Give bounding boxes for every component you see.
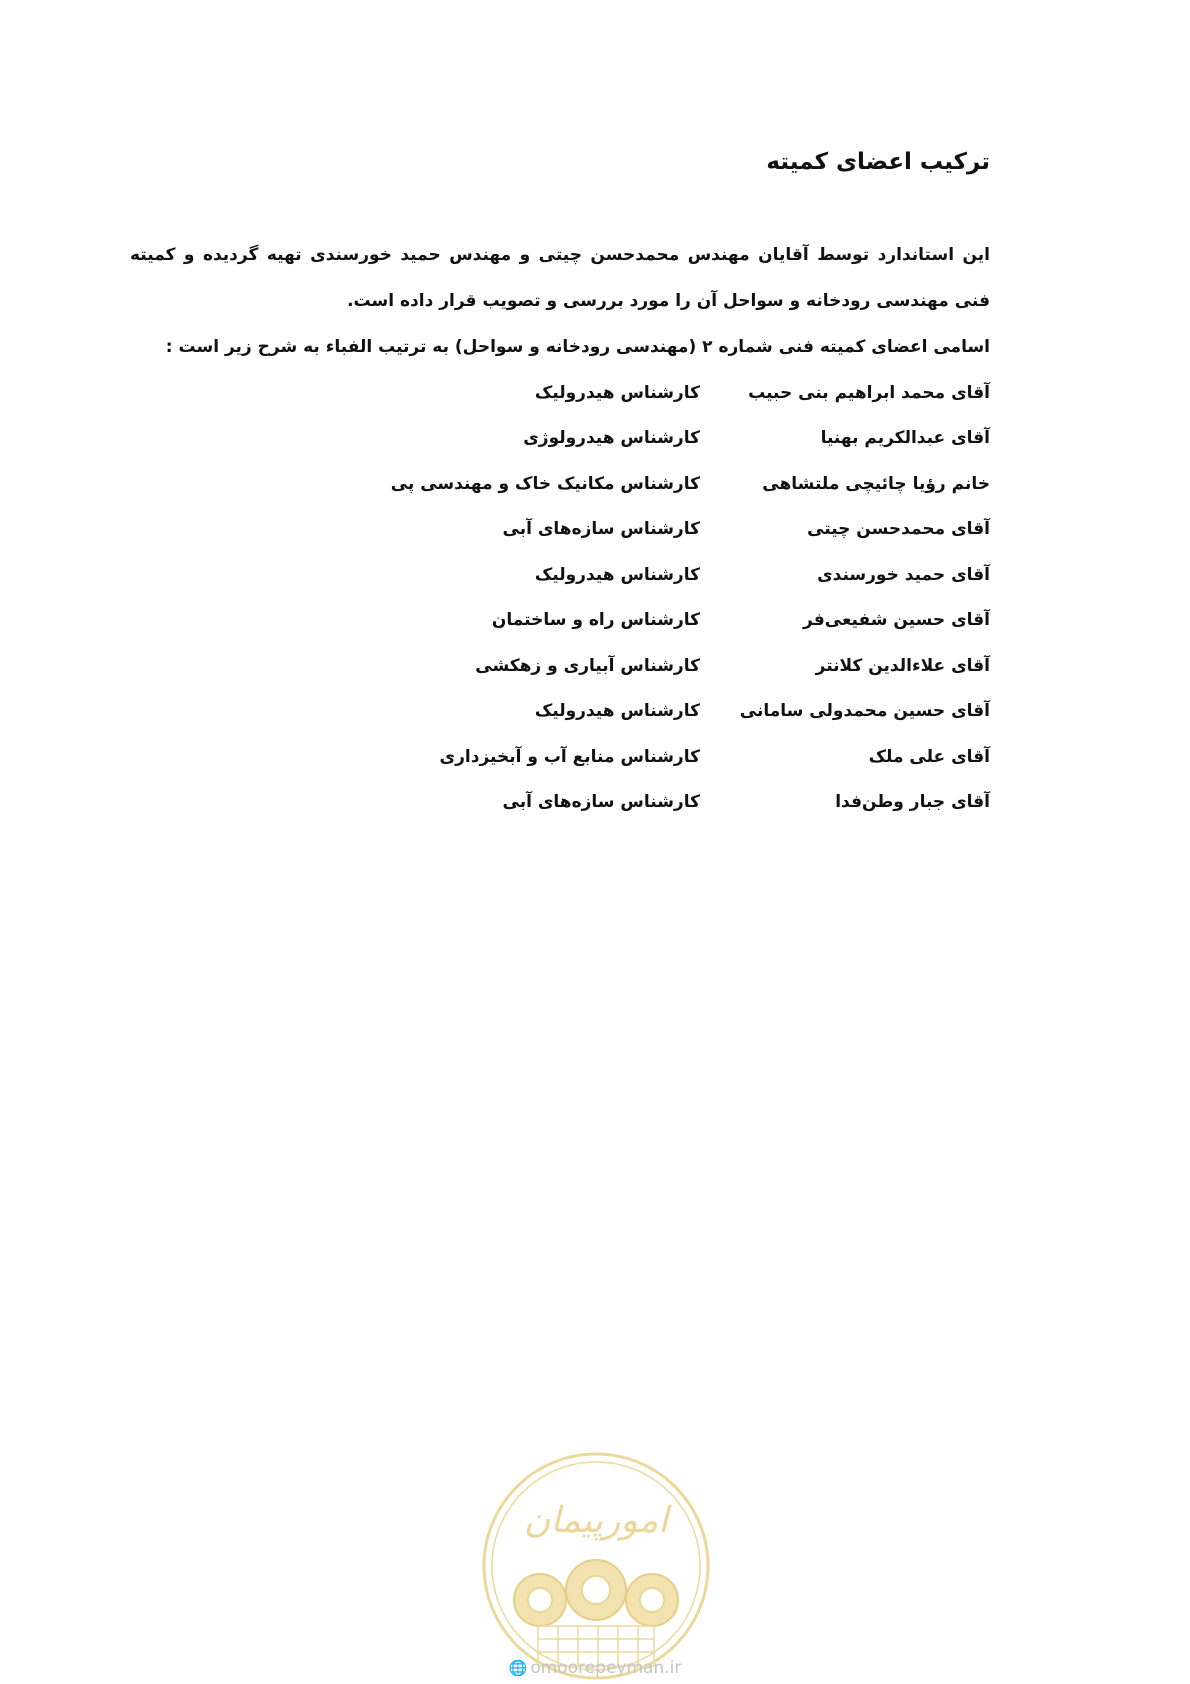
globe-icon: 🌐 bbox=[508, 1659, 528, 1677]
member-name: آقای جبار وطن‌فدا bbox=[835, 792, 990, 813]
member-row bbox=[130, 506, 990, 552]
member-role: کارشناس هیدرولیک bbox=[534, 382, 700, 403]
members-list bbox=[130, 370, 990, 825]
member-name: آقای محمد ابراهیم بنی حبیب bbox=[748, 382, 990, 403]
member-role: کارشناس هیدرولیک bbox=[534, 564, 700, 585]
member-role: کارشناس هیدرولیک bbox=[534, 701, 700, 722]
member-row bbox=[130, 461, 990, 507]
member-row bbox=[130, 415, 990, 461]
members-heading: اسامی اعضای کمیته فنی شماره ۲ (مهندسی رودخانه و سواحل) به ترتیب الفباء به شرح زیر است : bbox=[165, 336, 990, 357]
watermark-site bbox=[490, 1658, 700, 1678]
member-role: کارشناس راه و ساختمان bbox=[491, 610, 700, 631]
member-row bbox=[130, 597, 990, 643]
member-role: کارشناس سازه‌های آبی bbox=[502, 519, 700, 540]
member-row bbox=[130, 370, 990, 416]
page-title: ترکیب اعضای کمیته bbox=[766, 149, 990, 175]
watermark-logo bbox=[480, 1450, 712, 1682]
member-name: آقای محمدحسن چیتی bbox=[807, 519, 990, 540]
member-name: آقای حمید خورسندی bbox=[817, 564, 990, 585]
watermark-site-text: omoorepeyman.ir bbox=[530, 1658, 682, 1678]
member-name: آقای علاءالدین کلانتر bbox=[815, 655, 990, 676]
member-role: کارشناس سازه‌های آبی bbox=[502, 792, 700, 813]
watermark-logo-text: امورپیمان bbox=[523, 1500, 669, 1541]
member-role: کارشناس آبیاری و زهکشی bbox=[475, 655, 700, 676]
member-row bbox=[130, 552, 990, 598]
member-row bbox=[130, 734, 990, 780]
member-name: آقای حسین شفیعی‌فر bbox=[803, 610, 990, 631]
member-name: خانم رؤیا چائیچی ملتشاهی bbox=[762, 473, 990, 494]
member-row bbox=[130, 779, 990, 825]
intro-section bbox=[130, 232, 990, 370]
member-name: آقای عبدالکریم بهنیا bbox=[820, 428, 990, 449]
member-row bbox=[130, 688, 990, 734]
member-role: کارشناس هیدرولوژی bbox=[523, 428, 700, 449]
member-name: آقای علی ملک bbox=[868, 746, 990, 767]
member-role: کارشناس منابع آب و آبخیزداری bbox=[439, 746, 700, 767]
intro-paragraph: این استاندارد توسط آقایان مهندس محمدحسن چیتی و مهندس حمید خورسندی تهیه گردیده و کمیته فنی مهندسی رودخانه و سواحل آن را مورد بررسی و تصویب قرار داده است. bbox=[130, 244, 990, 311]
page-content bbox=[130, 140, 990, 825]
member-name: آقای حسین محمدولی سامانی bbox=[739, 701, 990, 722]
member-role: کارشناس مکانیک خاک و مهندسی پی bbox=[390, 473, 700, 494]
member-row bbox=[130, 643, 990, 689]
